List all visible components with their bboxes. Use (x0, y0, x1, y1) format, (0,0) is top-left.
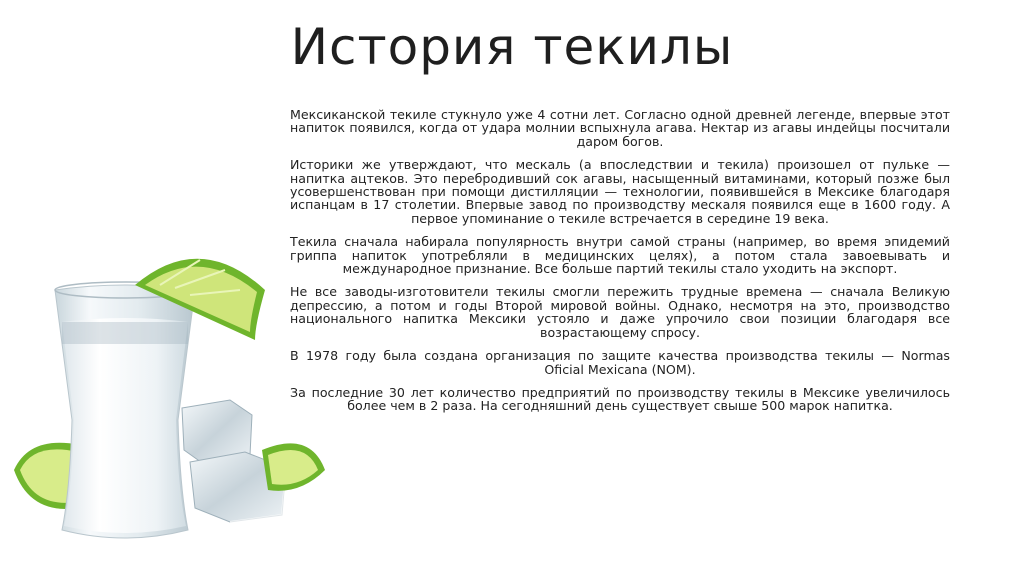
paragraph-nom: В 1978 году была создана организация по защите качества производства текилы — Normas Oficial Mexicana (NOM). (290, 348, 950, 377)
slide-body (290, 108, 950, 423)
tequila-shot-illustration (0, 240, 340, 574)
shot-glass (55, 282, 195, 538)
paragraph-legend: Мексиканской текиле стукнуло уже 4 сотни лет. Согласно одной древней легенде, впервые этот напиток появился, когда от удара молнии вспыхнула агава. Нектар из агавы индейцы посчитали даром богов. (290, 107, 950, 149)
slide-title: История текилы (290, 18, 734, 76)
paragraph-hard-times: Не все заводы-изготовители текилы смогли пережить трудные времена — сначала Великую депрессию, а потом и годы Второй мировой войны. Однако, несмотря на это, производство национального напитка Мексики устояло и даже упрочило свои позиции благодаря все возрастающему спросу. (290, 284, 950, 340)
paragraph-historians: Историки же утверждают, что мескаль (а впоследствии и текила) произошел от пульке — напитка ацтеков. Это перебродивший сок агавы, насыщенный витаминами, который позже был усовершенствован при помощи дистилляции — технологии, появившейся в Мексике благодаря испанцам в 17 столетии. Впервые завод по производству мескаля появился еще в 1600 году. А первое упоминание о текиле встречается в середине 19 века. (290, 157, 950, 226)
paragraph-today: За последние 30 лет количество предприятий по производству текилы в Мексике увеличилось более чем в 2 раза. На сегодняшний день существует свыше 500 марок напитка. (290, 384, 950, 414)
paragraph-popularity: Текила сначала набирала популярность внутри самой страны (например, во время эпидемий гриппа напиток употребляли в медицинских целях), а потом стала завоевывать и международное признание. Все больше партий текилы стало уходить на экспорт. (290, 234, 950, 277)
lime-wedge-right (262, 443, 325, 491)
